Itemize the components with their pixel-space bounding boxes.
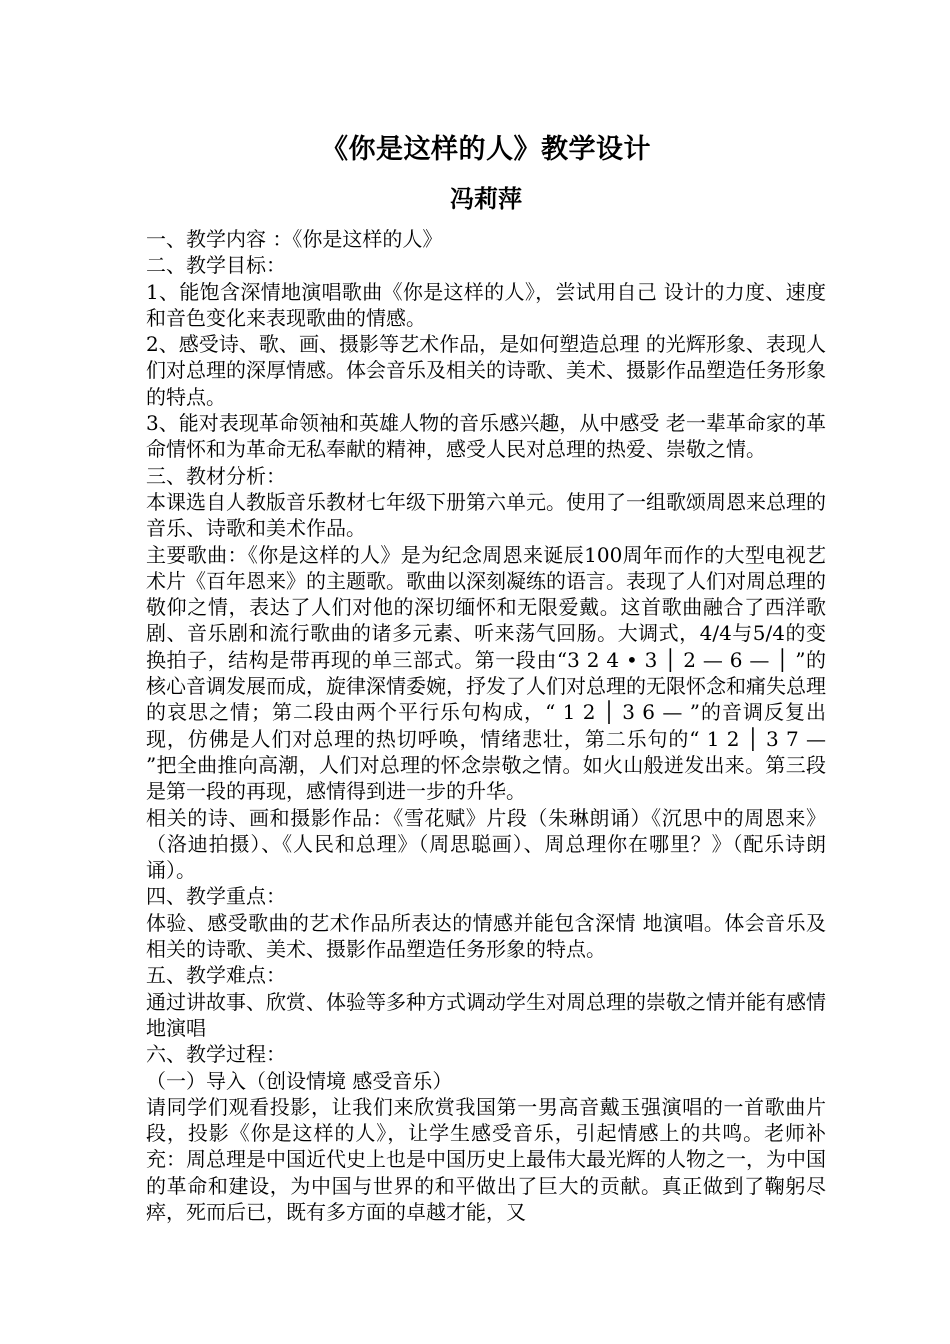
section-heading-analysis: 三、教材分析： [146, 463, 286, 488]
goal-item-1: 1、能饱含深情地演唱歌曲《你是这样的人》，尝试用自己 设计的力度、速度和音色变化来表现歌曲的情感。 [146, 279, 826, 330]
document-page [146, 130, 826, 1225]
section-heading-content: 一、教学内容 ：《你是这样的人》 [146, 227, 443, 251]
section-heading-key-points: 四、教学重点： [146, 884, 286, 909]
goal-item-3: 3、能对表现革命领袖和英雄人物的音乐感兴趣，从中感受 老一辈革命家的革命情怀和为革命无私奉献的精神，感受人民对总理的热爱、崇敬之情。 [146, 411, 826, 462]
key-points-paragraph: 体验、感受歌曲的艺术作品所表达的情感并能包含深情 地演唱。体会音乐及相关的诗歌、美术、摄影作品塑造任务形象的特点。 [146, 910, 826, 962]
process-subheading-intro: （一）导入（创设情境 感受音乐） [146, 1068, 453, 1093]
difficulties-paragraph: 通过讲故事、欣赏、体验等多种方式调动学生对周总理的崇敬之情并能有感情地演唱 [146, 989, 826, 1040]
analysis-paragraph-2: 主要歌曲：《你是这样的人》是为纪念周恩来诞辰100周年而作的大型电视艺术片《百年恩来》的主题歌。歌曲以深刻凝练的语言。表现了人们对周总理的敬仰之情，表达了人们对他的深切缅怀和无限爱戴。这首歌曲融合了西洋歌剧、音乐剧和流行歌曲的诸多元素、听来荡气回肠。大调式，4/4与5/4的变换拍子，结构是带再现的单三部式。第一段由“3 2 4 • 3 │ 2 — 6 — │ ”的核心音调发展而成，旋律深情委婉，抒发了人们对总理的无限怀念和痛失总理的哀思之情；第二段由两个平行乐句构成，“ 1 2 │ 3 6 — ”的音调反复出现，仿佛是人们对总理的热切呼唤，情绪悲壮，第二乐句的“ 1 2 │ 3 7 — ”把全曲推向高潮，人们对总理的怀念崇敬之情。如火山般迸发出来。第三段是第一段的再现，感情得到进一步的升华。 [146, 542, 826, 804]
section-heading-goals: 二、教学目标： [146, 253, 286, 278]
document-author: 冯莉萍 [450, 184, 522, 213]
goal-item-2: 2、感受诗、歌、画、摄影等艺术作品，是如何塑造总理 的光辉形象、表现人们对总理的深厚情感。体会音乐及相关的诗歌、美术、摄影作品塑造任务形象的特点。 [146, 332, 826, 409]
analysis-paragraph-1: 本课选自人教版音乐教材七年级下册第六单元。使用了一组歌颂周恩来总理的音乐、诗歌和美术作品。 [146, 489, 826, 541]
document-title: 《你是这样的人》教学设计 [321, 134, 651, 165]
process-intro-paragraph: 请同学们观看投影，让我们来欣赏我国第一男高音戴玉强演唱的一首歌曲片段，投影《你是这样的人》，让学生感受音乐，引起情感上的共鸣。老师补充：周总理是中国近代史上也是中国历史上最伟大最光辉的人物之一，为中国的革命和建设，为中国与世界的和平做出了巨大的贡献。真正做到了鞠躬尽瘁，死而后已，既有多方面的卓越才能，又 [146, 1094, 826, 1224]
section-heading-process: 六、教学过程： [146, 1042, 286, 1067]
section-heading-difficulties: 五、教学难点： [146, 963, 286, 988]
analysis-paragraph-3: 相关的诗、画和摄影作品：《雪花赋》片段（朱琳朗诵）《沉思中的周恩来》（洛迪拍摄）、《人民和总理》（周思聪画）、周总理你在哪里？》（配乐诗朗诵）。 [146, 805, 826, 883]
